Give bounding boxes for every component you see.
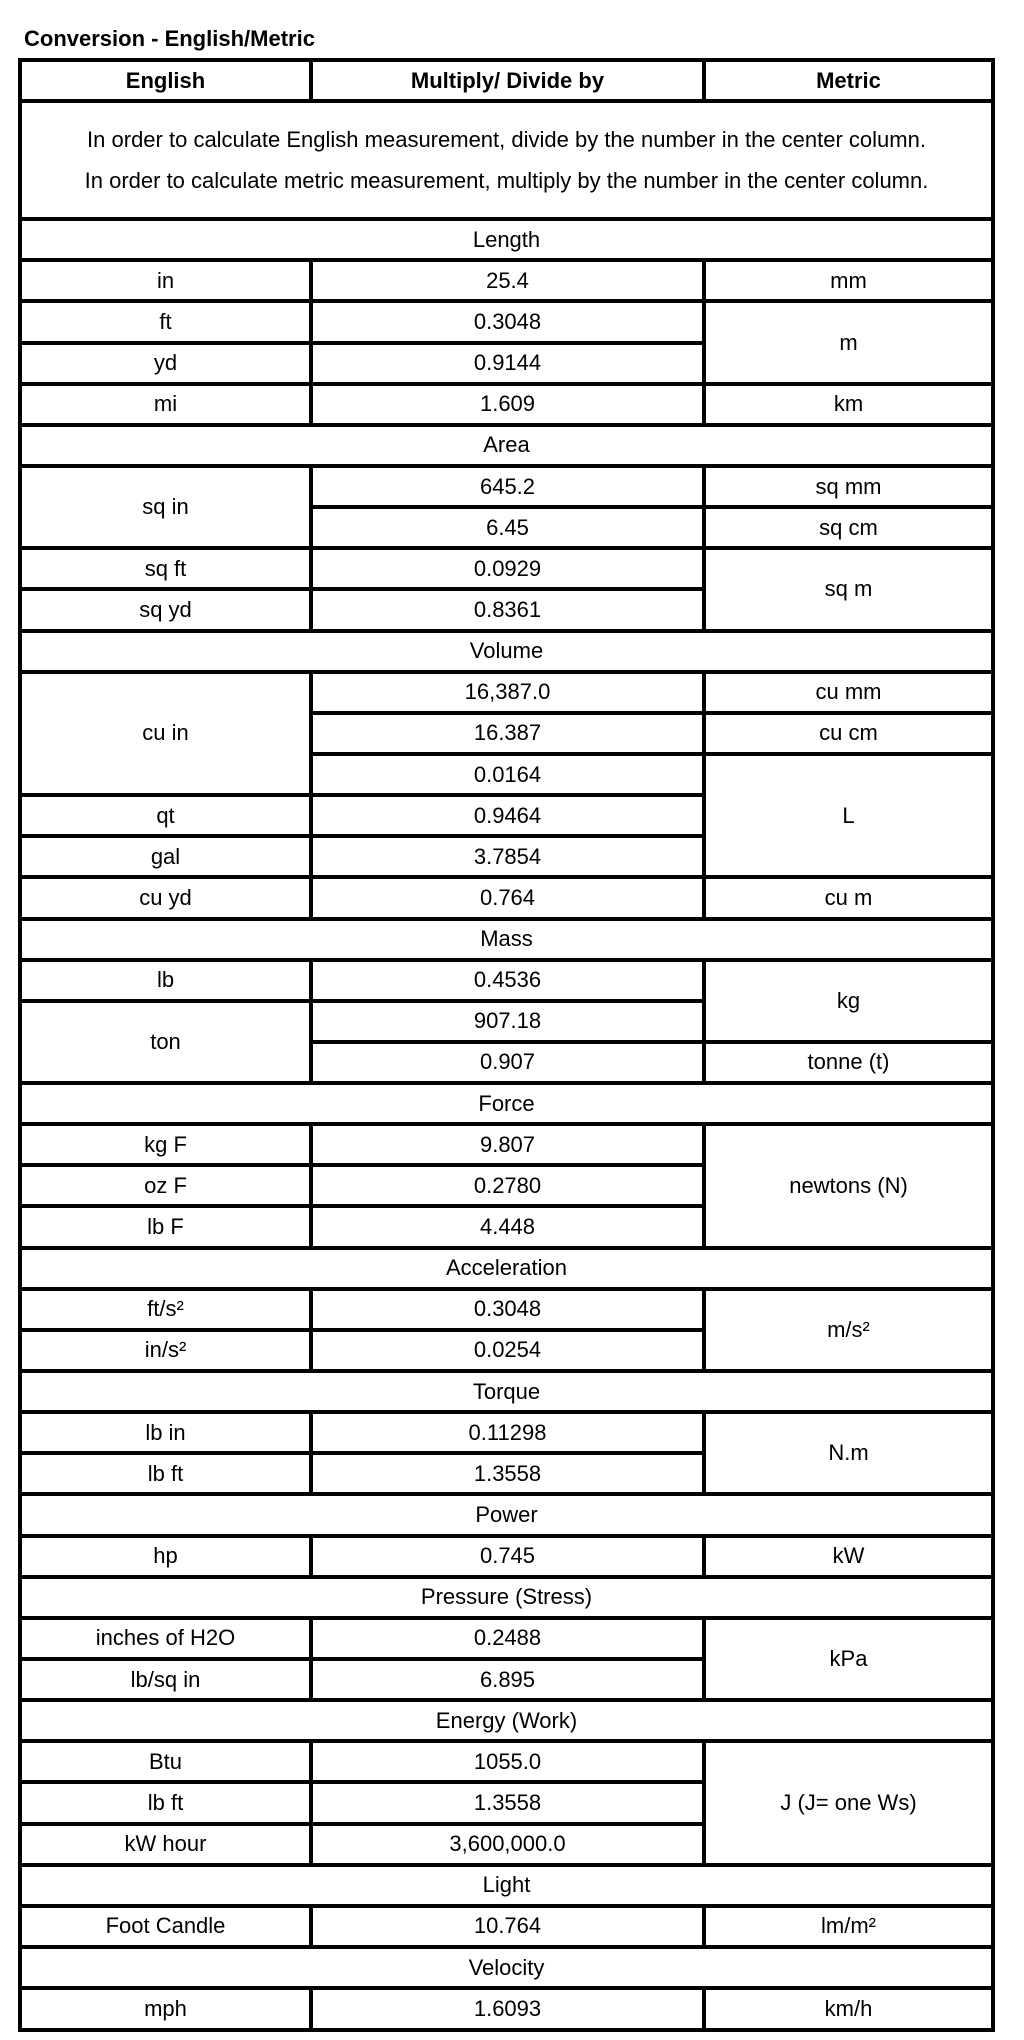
factor-value: 0.0929	[311, 548, 704, 589]
factor-value: 1055.0	[311, 1741, 704, 1782]
section-row	[20, 1947, 993, 1988]
metric-unit: newtons (N)	[704, 1124, 993, 1247]
table-header-row	[20, 60, 993, 101]
section-power: Power	[20, 1494, 993, 1535]
section-velocity: Velocity	[20, 1947, 993, 1988]
document-title: Conversion - English/Metric	[24, 26, 315, 51]
metric-unit: N.m	[704, 1412, 993, 1494]
english-unit: Btu	[20, 1741, 311, 1782]
section-row	[20, 631, 993, 672]
table-row	[20, 1124, 993, 1165]
metric-unit: L	[704, 754, 993, 877]
section-acceleration: Acceleration	[20, 1248, 993, 1289]
metric-unit: sq mm	[704, 466, 993, 507]
factor-value: 1.3558	[311, 1453, 704, 1494]
section-row	[20, 1371, 993, 1412]
factor-value: 25.4	[311, 260, 704, 301]
english-unit: ft	[20, 301, 311, 342]
section-row	[20, 1248, 993, 1289]
english-unit: qt	[20, 795, 311, 836]
factor-value: 907.18	[311, 1001, 704, 1042]
section-row	[20, 425, 993, 466]
metric-unit: kPa	[704, 1618, 993, 1700]
table-row	[20, 1536, 993, 1577]
english-unit: inches of H2O	[20, 1618, 311, 1659]
factor-value: 0.3048	[311, 301, 704, 342]
factor-value: 0.11298	[311, 1412, 704, 1453]
english-unit: kW hour	[20, 1824, 311, 1865]
factor-value: 16.387	[311, 713, 704, 754]
header-english: English	[20, 60, 311, 101]
table-row	[20, 877, 993, 918]
section-row	[20, 1577, 993, 1618]
metric-unit: cu m	[704, 877, 993, 918]
metric-unit: kg	[704, 960, 993, 1042]
english-unit: gal	[20, 836, 311, 877]
note-metric: In order to calculate metric measurement, multiply by the number in the center column.	[84, 168, 929, 194]
factor-value: 10.764	[311, 1906, 704, 1947]
factor-value: 0.8361	[311, 589, 704, 630]
metric-unit: lm/m²	[704, 1906, 993, 1947]
notes-cell	[20, 101, 993, 219]
metric-unit: sq m	[704, 548, 993, 630]
metric-unit: sq cm	[704, 507, 993, 548]
english-unit: lb ft	[20, 1453, 311, 1494]
english-unit: yd	[20, 343, 311, 384]
section-area: Area	[20, 425, 993, 466]
table-row	[20, 1412, 993, 1453]
section-row	[20, 1865, 993, 1906]
english-unit: sq in	[20, 466, 311, 548]
section-row	[20, 1494, 993, 1535]
section-force: Force	[20, 1083, 993, 1124]
factor-value: 0.0254	[311, 1330, 704, 1371]
section-volume: Volume	[20, 631, 993, 672]
english-unit: in	[20, 260, 311, 301]
factor-value: 0.745	[311, 1536, 704, 1577]
section-energy: Energy (Work)	[20, 1700, 993, 1741]
section-row	[20, 919, 993, 960]
english-unit: oz F	[20, 1165, 311, 1206]
factor-value: 0.3048	[311, 1289, 704, 1330]
section-mass: Mass	[20, 919, 993, 960]
english-unit: lb in	[20, 1412, 311, 1453]
section-row	[20, 219, 993, 260]
english-unit: lb/sq in	[20, 1659, 311, 1700]
factor-value: 0.764	[311, 877, 704, 918]
factor-value: 6.895	[311, 1659, 704, 1700]
factor-value: 9.807	[311, 1124, 704, 1165]
header-metric: Metric	[704, 60, 993, 101]
english-unit: mph	[20, 1988, 311, 2030]
english-unit: ton	[20, 1001, 311, 1083]
english-unit: hp	[20, 1536, 311, 1577]
factor-value: 16,387.0	[311, 672, 704, 713]
table-row	[20, 466, 993, 507]
metric-unit: m/s²	[704, 1289, 993, 1371]
english-unit: kg F	[20, 1124, 311, 1165]
english-unit: sq yd	[20, 589, 311, 630]
factor-value: 3,600,000.0	[311, 1824, 704, 1865]
section-length: Length	[20, 219, 993, 260]
table-row	[20, 1289, 993, 1330]
table-row	[20, 960, 993, 1001]
factor-value: 0.907	[311, 1042, 704, 1083]
english-unit: cu in	[20, 672, 311, 795]
table-row	[20, 672, 993, 713]
table-row	[20, 1988, 993, 2030]
factor-value: 0.9464	[311, 795, 704, 836]
metric-unit: cu cm	[704, 713, 993, 754]
factor-value: 0.4536	[311, 960, 704, 1001]
table-row	[20, 384, 993, 425]
factor-value: 4.448	[311, 1206, 704, 1247]
conversion-table	[18, 58, 995, 2032]
header-factor: Multiply/ Divide by	[311, 60, 704, 101]
english-unit: lb ft	[20, 1782, 311, 1823]
metric-unit: m	[704, 301, 993, 383]
english-unit: cu yd	[20, 877, 311, 918]
section-light: Light	[20, 1865, 993, 1906]
section-row	[20, 1083, 993, 1124]
factor-value: 1.3558	[311, 1782, 704, 1823]
table-row	[20, 548, 993, 589]
table-row	[20, 260, 993, 301]
section-pressure: Pressure (Stress)	[20, 1577, 993, 1618]
factor-value: 0.0164	[311, 754, 704, 795]
factor-value: 3.7854	[311, 836, 704, 877]
metric-unit: km/h	[704, 1988, 993, 2030]
english-unit: ft/s²	[20, 1289, 311, 1330]
metric-unit: kW	[704, 1536, 993, 1577]
table-row	[20, 1906, 993, 1947]
factor-value: 6.45	[311, 507, 704, 548]
factor-value: 645.2	[311, 466, 704, 507]
english-unit: in/s²	[20, 1330, 311, 1371]
factor-value: 1.6093	[311, 1988, 704, 2030]
table-row	[20, 1741, 993, 1782]
factor-value: 1.609	[311, 384, 704, 425]
table-row	[20, 1618, 993, 1659]
table-row	[20, 301, 993, 342]
factor-value: 0.2488	[311, 1618, 704, 1659]
metric-unit: tonne (t)	[704, 1042, 993, 1083]
factor-value: 0.9144	[311, 343, 704, 384]
english-unit: Foot Candle	[20, 1906, 311, 1947]
metric-unit: cu mm	[704, 672, 993, 713]
section-row	[20, 1700, 993, 1741]
metric-unit: J (J= one Ws)	[704, 1741, 993, 1864]
metric-unit: mm	[704, 260, 993, 301]
english-unit: mi	[20, 384, 311, 425]
note-english: In order to calculate English measurement, divide by the number in the center column.	[87, 127, 926, 153]
section-torque: Torque	[20, 1371, 993, 1412]
metric-unit: km	[704, 384, 993, 425]
english-unit: lb	[20, 960, 311, 1001]
english-unit: lb F	[20, 1206, 311, 1247]
english-unit: sq ft	[20, 548, 311, 589]
factor-value: 0.2780	[311, 1165, 704, 1206]
